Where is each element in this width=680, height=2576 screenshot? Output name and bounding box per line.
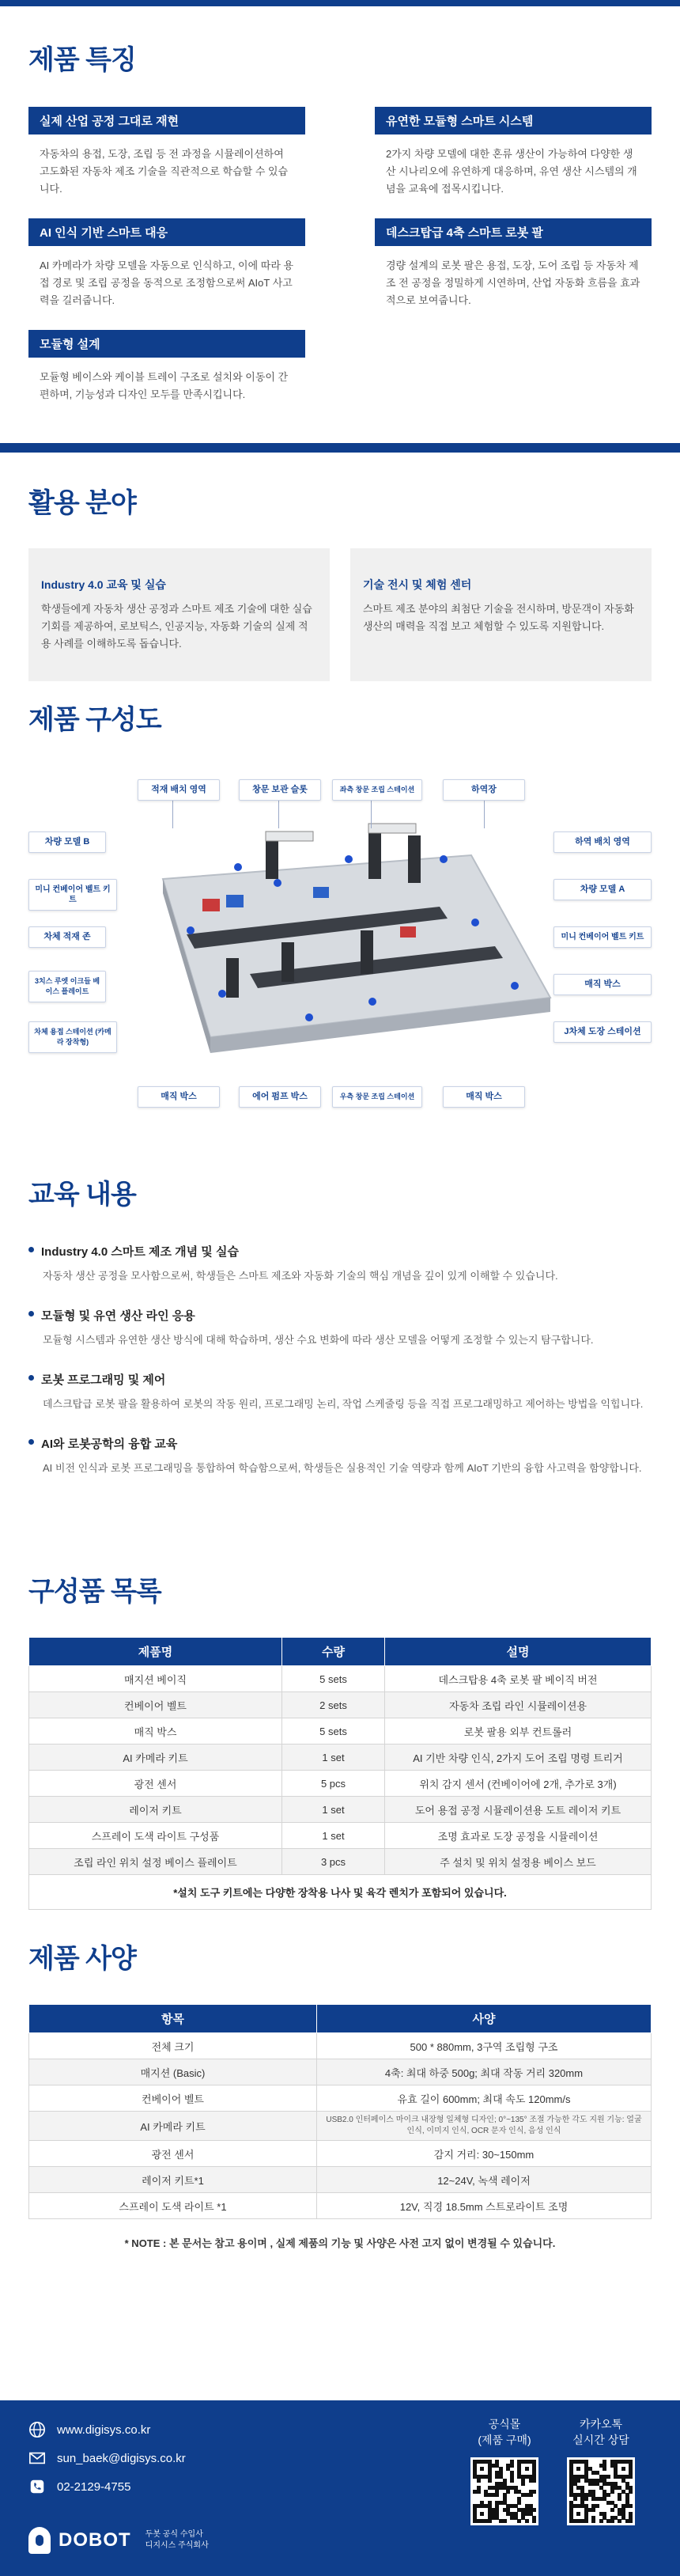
diagram-label: 창문 보관 슬롯	[239, 779, 321, 801]
diagram-title: 제품 구성도	[28, 705, 161, 735]
table-row	[29, 2033, 652, 2059]
components-table	[28, 1637, 652, 1910]
table-cell: 2 sets	[282, 1692, 385, 1718]
footer-phone[interactable]	[28, 2478, 130, 2495]
feature-body: 2가지 차량 모델에 대한 혼류 생산이 가능하여 다양한 생산 시나리오에 유연하게 대응하며, 유연 생산 시스템의 개념을 교육에 접목시킵니다.	[386, 148, 637, 195]
table-row	[29, 1692, 652, 1718]
table-cell: 1 set	[282, 1823, 385, 1849]
table-row	[29, 1771, 652, 1797]
brand-name: DOBOT	[59, 2529, 131, 2551]
callout-line	[172, 797, 173, 828]
education-heading: 모듈형 및 유연 생산 라인 응용	[41, 1309, 195, 1323]
qr-code-icon	[567, 2457, 635, 2525]
table-cell: 레이저 키트	[29, 1797, 282, 1823]
table-row	[29, 1666, 652, 1692]
bullet-icon	[28, 1311, 34, 1316]
feature-body: 자동차의 용접, 도장, 조립 등 전 과정을 시뮬레이션하여 고도화된 자동차 제조 기술을 직관적으로 학습할 수 있습니다.	[40, 148, 289, 195]
feature-card	[28, 107, 305, 198]
education-body: AI 비전 인식과 로봇 프로그래밍을 통합하여 학습함으로써, 학생들은 실용적인 기술 역량과 함께 AIoT 기반의 융합 사고력을 함양합니다.	[43, 1462, 642, 1474]
diagram-label: 에어 펌프 박스	[239, 1086, 321, 1108]
callout-dot	[471, 919, 479, 926]
column-header: 수량	[282, 1638, 385, 1666]
website-text: www.digisys.co.kr	[57, 2423, 151, 2437]
table-cell: 광전 센서	[29, 2141, 317, 2167]
callout-line	[371, 797, 372, 828]
table-cell: 12~24V, 녹색 레이저	[317, 2167, 652, 2193]
education-body: 데스크탑급 로봇 팔을 활용하여 로봇의 작동 원리, 프로그래밍 논리, 작업 스케줄링 등을 직접 프로그래밍하고 제어하는 방법을 익힙니다.	[43, 1398, 644, 1410]
table-row	[29, 1744, 652, 1771]
applications-title: 활용 분야	[28, 488, 136, 518]
diagram-label: J차체 도장 스테이션	[553, 1021, 652, 1043]
education-body: 자동차 생산 공정을 모사함으로써, 학생들은 스마트 제조와 자동화 기술의 핵심 개념을 깊이 있게 이해할 수 있습니다.	[43, 1270, 558, 1282]
diagram-label: 차체 용접 스테이션 (카메라 장착형)	[28, 1021, 117, 1053]
education-item	[28, 1435, 652, 1477]
education-list	[28, 1243, 652, 1477]
feature-body: 모듈형 베이스와 케이블 트레이 구조로 설치와 이동이 간편하며, 기능성과 디자인 모두를 만족시킵니다.	[40, 371, 289, 400]
kakao-chat-qr[interactable]	[563, 2416, 639, 2525]
table-row	[29, 2059, 652, 2085]
table-cell: 데스크탑용 4축 로봇 팔 베이직 버전	[385, 1666, 652, 1692]
dobot-logo	[28, 2527, 209, 2554]
table-cell: 조립 라인 위치 설정 베이스 플레이트	[29, 1849, 282, 1875]
features-section	[0, 6, 680, 443]
feature-card	[375, 218, 652, 309]
education-item	[28, 1243, 652, 1285]
bullet-icon	[28, 1375, 34, 1381]
components-note: *설치 도구 키트에는 다양한 장착용 나사 및 육각 렌치가 포함되어 있습니다.	[29, 1875, 652, 1910]
table-row	[29, 2141, 652, 2167]
application-heading: 기술 전시 및 체험 센터	[363, 578, 472, 591]
components-section	[0, 1560, 680, 1927]
footer	[0, 2400, 680, 2576]
table-cell: AI 카메라 키트	[29, 1744, 282, 1771]
table-cell: 조명 효과로 도장 공정을 시뮬레이션	[385, 1823, 652, 1849]
section-divider-band	[0, 443, 680, 453]
education-heading: AI와 로봇공학의 융합 교육	[41, 1438, 178, 1451]
table-cell: 12V, 직경 18.5mm 스트로라이트 조명	[317, 2193, 652, 2219]
qr-label: 공식몰 (제품 구매)	[478, 2418, 531, 2446]
table-cell: 레이저 키트*1	[29, 2167, 317, 2193]
application-heading: Industry 4.0 교육 및 실습	[41, 578, 166, 591]
callout-line	[484, 797, 485, 828]
diagram-label: 하역 배치 영역	[553, 832, 652, 853]
feature-body: 경량 설계의 로봇 팔은 용접, 도장, 도어 조립 등 자동차 제조 전 공정을 정밀하게 시연하며, 산업 자동화 흐름을 효과적으로 보여줍니다.	[386, 259, 640, 306]
email-text: sun_baek@digisys.co.kr	[57, 2451, 186, 2465]
table-row	[29, 2112, 652, 2141]
distributor-text: 두봇 공식 수입사 디지시스 주식회사	[145, 2530, 209, 2550]
table-header-row	[29, 2005, 652, 2033]
column-header: 항목	[29, 2005, 317, 2033]
callout-dot	[345, 855, 353, 863]
diagram-label: 차체 적재 존	[28, 926, 106, 948]
bullet-icon	[28, 1439, 34, 1445]
qr-label: 카카오톡 실시간 상담	[572, 2418, 629, 2446]
diagram-label: 매직 박스	[138, 1086, 220, 1108]
table-cell: 스프레이 도색 라이트 *1	[29, 2193, 317, 2219]
feature-card	[28, 330, 305, 403]
footer-email[interactable]	[28, 2449, 186, 2467]
diagram-label: 차량 모델 B	[28, 832, 106, 853]
education-item	[28, 1371, 652, 1413]
diagram-label: 미니 컨베이어 벨트 키트	[553, 926, 652, 948]
application-card	[28, 548, 330, 681]
diagram-label: 매직 박스	[443, 1086, 525, 1108]
callout-dot	[218, 990, 226, 998]
table-cell: 감지 거리: 30~150mm	[317, 2141, 652, 2167]
feature-heading: AI 인식 기반 스마트 대응	[28, 218, 305, 246]
education-heading: 로봇 프로그래밍 및 제어	[41, 1373, 166, 1387]
education-item	[28, 1307, 652, 1349]
column-header: 설명	[385, 1638, 652, 1666]
application-body: 스마트 제조 분야의 최첨단 기술을 전시하며, 방문객이 자동화 생산의 매력을 직접 보고 체험할 수 있도록 지원합니다.	[363, 603, 634, 632]
mail-icon	[28, 2449, 46, 2467]
diagram-label: 차량 모델 A	[553, 879, 652, 900]
callout-line	[278, 797, 279, 828]
phone-icon	[28, 2478, 46, 2495]
table-cell: 1 set	[282, 1797, 385, 1823]
table-cell: 자동차 조립 라인 시뮬레이션용	[385, 1692, 652, 1718]
table-row	[29, 2085, 652, 2112]
diagram-label: 적재 배치 영역	[138, 779, 220, 801]
table-cell: 도어 용접 공정 시뮬레이션용 도트 레이저 키트	[385, 1797, 652, 1823]
table-cell: 매지션 베이직	[29, 1666, 282, 1692]
components-table-body	[29, 1666, 652, 1910]
feature-card	[375, 107, 652, 198]
table-row	[29, 1718, 652, 1744]
callout-dot	[440, 855, 448, 863]
specs-table	[28, 2004, 652, 2219]
table-row	[29, 2167, 652, 2193]
application-card	[350, 548, 652, 681]
feature-heading: 실제 산업 공정 그대로 재현	[28, 107, 305, 134]
table-cell: AI 기반 차량 인식, 2가지 도어 조립 명령 트리거	[385, 1744, 652, 1771]
feature-card	[28, 218, 305, 309]
table-cell: 매직 박스	[29, 1718, 282, 1744]
footer-website[interactable]	[28, 2421, 150, 2438]
specs-note: * NOTE : 본 문서는 참고 용이며 , 실제 제품의 기능 및 사양은 사전 고지 없이 변경될 수 있습니다.	[124, 2237, 556, 2249]
applications-section	[0, 453, 680, 690]
education-title: 교육 내용	[28, 1180, 136, 1210]
table-cell: 5 sets	[282, 1718, 385, 1744]
globe-icon	[28, 2421, 46, 2438]
diagram-label: 매직 박스	[553, 974, 652, 995]
diagram-label: 우측 창문 조립 스테이션	[332, 1086, 422, 1108]
application-body: 학생들에게 자동차 생산 공정과 스마트 제조 기술에 대한 실습 기회를 제공하여, 로보틱스, 인공지능, 자동화 기술의 실제 적용 사례를 이해하도록 돕습니다.	[41, 603, 312, 650]
table-cell: 5 sets	[282, 1666, 385, 1692]
applications-grid	[28, 548, 652, 681]
education-heading: Industry 4.0 스마트 제조 개념 및 실습	[41, 1245, 239, 1259]
diagram-label: 3치스 루엣 이크들 베이스 플레이트	[28, 971, 106, 1002]
specs-title: 제품 사양	[28, 1944, 136, 1974]
features-grid	[28, 107, 652, 403]
callout-dot	[511, 982, 519, 990]
education-body: 모듈형 시스템과 유연한 생산 방식에 대해 학습하며, 생산 수요 변화에 따라 생산 모델을 어떻게 조정할 수 있는지 탐구합니다.	[43, 1334, 594, 1346]
table-cell: 컨베이어 벨트	[29, 1692, 282, 1718]
diagram-label: 하역장	[443, 779, 525, 801]
phone-text: 02-2129-4755	[57, 2479, 131, 2494]
table-cell: 전체 크기	[29, 2033, 317, 2059]
table-cell: 주 설치 및 위치 설정용 베이스 보드	[385, 1849, 652, 1875]
table-cell: 스프레이 도색 라이트 구성품	[29, 1823, 282, 1849]
top-accent-bar	[0, 0, 680, 6]
table-cell: 5 pcs	[282, 1771, 385, 1797]
diagram-label: 미니 컨베이어 벨트 키트	[28, 879, 117, 911]
table-row	[29, 1797, 652, 1823]
table-note-row	[29, 1875, 652, 1910]
table-row	[29, 1849, 652, 1875]
table-header-row	[29, 1638, 652, 1666]
bullet-icon	[28, 1247, 34, 1252]
table-row	[29, 1823, 652, 1849]
callout-dot	[234, 863, 242, 871]
table-cell: 4축: 최대 하중 500g; 최대 작동 거리 320mm	[317, 2059, 652, 2085]
table-cell: USB2.0 인터페이스 마이크 내장형 일체형 디자인; 0°~135° 조절 가능한 각도 지원 기능: 얼굴 인식, 이미지 인식, OCR 문자 인식, 음성 인식	[317, 2112, 652, 2141]
education-section	[0, 1149, 680, 1560]
configuration-diagram	[28, 760, 652, 1140]
official-mall-qr[interactable]	[467, 2416, 542, 2525]
table-cell: 매지션 (Basic)	[29, 2059, 317, 2085]
qr-code-icon	[470, 2457, 538, 2525]
column-header: 제품명	[29, 1638, 282, 1666]
feature-heading: 데스크탑급 4축 스마트 로봇 팔	[375, 218, 652, 246]
dobot-logo-icon	[28, 2527, 51, 2554]
table-cell: 유효 길이 600mm; 최대 속도 120mm/s	[317, 2085, 652, 2112]
table-cell: 광전 센서	[29, 1771, 282, 1797]
table-cell: 1 set	[282, 1744, 385, 1771]
feature-heading: 유연한 모듈형 스마트 시스템	[375, 107, 652, 134]
callout-dot	[305, 1013, 313, 1021]
column-header: 사양	[317, 2005, 652, 2033]
configuration-diagram-section	[0, 690, 680, 1149]
table-cell: 컨베이어 벨트	[29, 2085, 317, 2112]
specs-section	[0, 1927, 680, 2250]
table-cell: AI 카메라 키트	[29, 2112, 317, 2141]
callout-dot	[187, 926, 195, 934]
components-title: 구성품 목록	[28, 1577, 161, 1607]
callout-dot	[368, 998, 376, 1006]
production-line-illustration	[28, 760, 652, 1140]
feature-body: AI 카메라가 차량 모델을 자동으로 인식하고, 이에 따라 용접 경로 및 조립 공정을 동적으로 조정함으로써 AIoT 사고력을 길러줍니다.	[40, 259, 294, 306]
table-cell: 3 pcs	[282, 1849, 385, 1875]
table-row	[29, 2193, 652, 2219]
features-title: 제품 특징	[28, 45, 136, 75]
table-cell: 500 * 880mm, 3구역 조립형 구조	[317, 2033, 652, 2059]
table-cell: 위치 감지 센서 (컨베이어에 2개, 추가로 3개)	[385, 1771, 652, 1797]
specs-table-body	[29, 2033, 652, 2219]
feature-heading: 모듈형 설계	[28, 330, 305, 358]
callout-dot	[274, 879, 281, 887]
table-cell: 로봇 팔용 외부 컨트롤러	[385, 1718, 652, 1744]
diagram-label: 좌측 창문 조립 스테이션	[332, 779, 422, 801]
